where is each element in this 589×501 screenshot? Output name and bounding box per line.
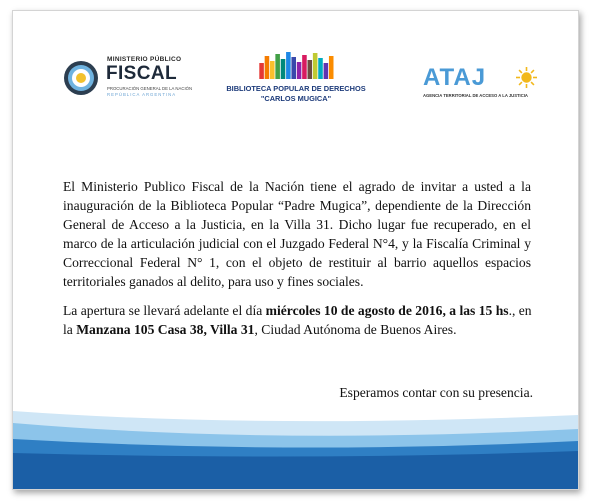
book-spine [291, 57, 296, 79]
closing-line: Esperamos contar con su presencia. [339, 385, 533, 400]
book-spine [313, 53, 318, 79]
apertura-text: , Ciudad Autónoma de Buenos Aires. [254, 322, 457, 337]
atajo-logo-name: ATAJ [423, 64, 487, 91]
book-spine [318, 58, 323, 79]
fiscal-logo [63, 56, 193, 112]
atajo-logo-subtitle: AGENCIA TERRITORIAL DE ACCESO A LA JUSTICIA [423, 93, 528, 98]
invitation-card [12, 10, 579, 490]
book-spine [329, 56, 334, 79]
biblioteca-logo-line2: "CARLOS MUGICA" [260, 94, 332, 103]
book-spine [281, 59, 286, 79]
book-spine [302, 55, 307, 79]
book-spine [308, 60, 313, 79]
biblioteca-logo [211, 51, 381, 111]
fiscal-logo-title: FISCAL [106, 63, 178, 84]
book-spine [275, 54, 280, 79]
biblioteca-logo-line1: BIBLIOTECA POPULAR DE DERECHOS [226, 84, 366, 93]
book-spine [265, 56, 270, 79]
apertura-date: miércoles 10 de agosto de 2016, a las 15 hs [265, 303, 509, 318]
sun-icon [516, 67, 537, 88]
apertura-paragraph [63, 301, 543, 339]
fiscal-logo-line3: PROCURACIÓN GENERAL DE LA NACIÓN [107, 86, 193, 91]
book-spine [324, 63, 329, 79]
apertura-text: La apertura se llevará adelante el día [63, 303, 266, 318]
fiscal-logo-line1: MINISTERIO PÚBLICO [107, 56, 182, 63]
atajo-logo [423, 66, 543, 106]
book-spine [297, 62, 302, 79]
book-spine [270, 61, 275, 79]
book-spine [286, 52, 291, 79]
footer-wave [13, 401, 578, 490]
book-spine [259, 63, 264, 79]
apertura-text: ., en la [63, 303, 532, 337]
apertura-place: Manzana 105 Casa 38, Villa 31 [76, 322, 255, 337]
invitation-paragraph: El Ministerio Publico Fiscal de la Nación tiene el agrado de invitar a usted a la inauguración de la Biblioteca Popular “Padre Mugica”, dependiente de la Dirección General de Acceso a la Justicia, en la Villa 31. Dicho lugar fue recuperado, en el marco de la articulación judicial con el Juzgado Federal N°4, y la Fiscalía Criminal y Correccional Federal N° 1, con el objeto de restituir al barrio aquellos espacios territoriales ganados al delito, para uso y fines sociales. [63, 179, 531, 289]
books-icon [259, 51, 334, 79]
fiscal-logo-line4: REPÚBLICA ARGENTINA [107, 92, 177, 97]
sun-emblem-icon [63, 60, 99, 96]
